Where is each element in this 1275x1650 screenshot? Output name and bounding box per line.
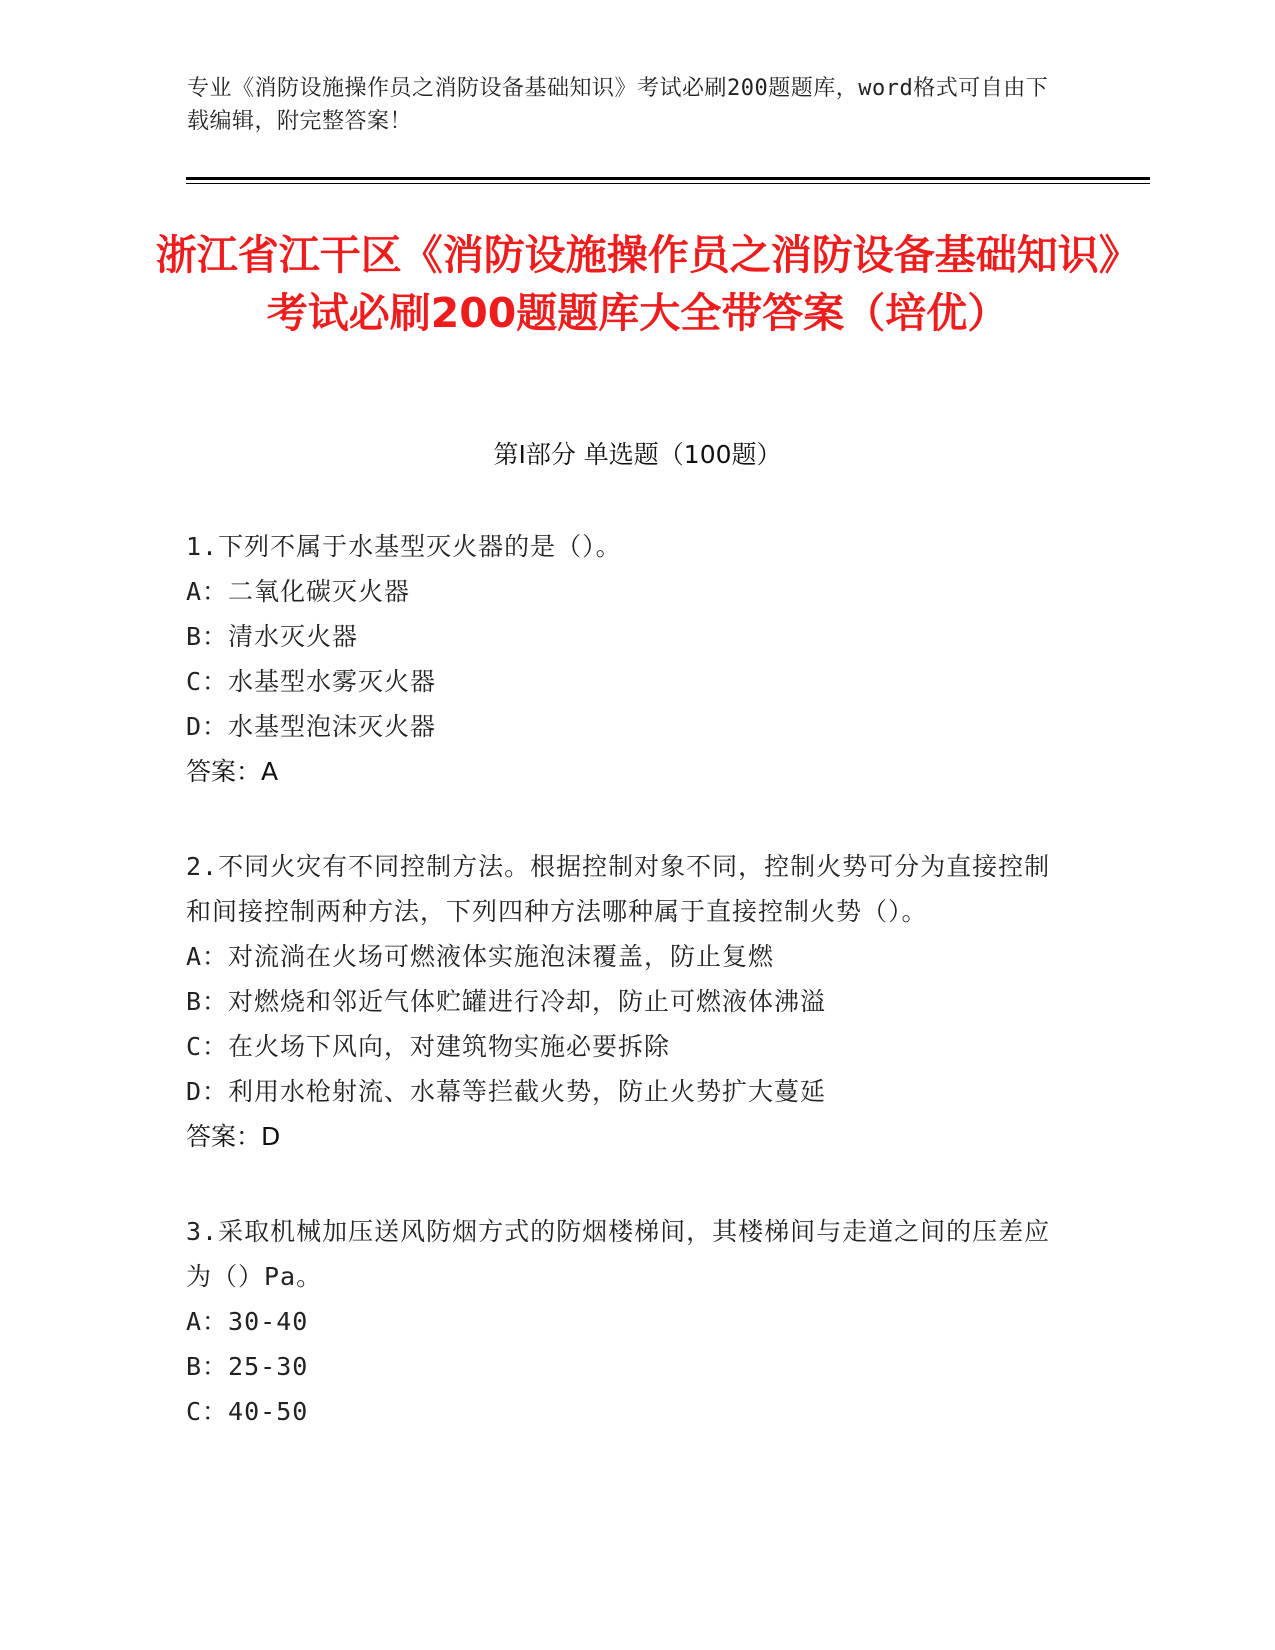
header-rule-thick — [186, 177, 1150, 180]
question-stem: 3.采取机械加压送风防烟方式的防烟楼梯间，其楼梯间与走道之间的压差应为（）Pa。 — [186, 1217, 1051, 1291]
header-rule-thin — [186, 183, 1150, 184]
question-stem: 2.不同火灾有不同控制方法。根据控制对象不同，控制火势可分为直接控制和间接控制两种方法，下列四种方法哪种属于直接控制火势（）。 — [186, 852, 1051, 926]
option-a: A：30-40 — [186, 1307, 309, 1336]
option-a: A：对流淌在火场可燃液体实施泡沫覆盖，防止复燃 — [186, 942, 775, 971]
answer-line: 答案：D — [186, 1122, 281, 1151]
header-note: 专业《消防设施操作员之消防设备基础知识》考试必刷200题题库，word格式可自由下载编辑，附完整答案！ — [187, 76, 1049, 134]
question-3 — [186, 1209, 1066, 1434]
option-c: C：40-50 — [186, 1397, 309, 1426]
question-1 — [186, 524, 1066, 794]
option-b: B：清水灭火器 — [186, 622, 359, 651]
option-c: C：在火场下风向，对建筑物实施必要拆除 — [186, 1032, 671, 1061]
answer-line: 答案：A — [186, 757, 279, 786]
option-b: B：对燃烧和邻近气体贮罐进行冷却，防止可燃液体沸溢 — [186, 987, 827, 1016]
option-b: B：25-30 — [186, 1352, 309, 1381]
question-2 — [186, 844, 1066, 1159]
section-heading: 第I部分 单选题（100题） — [493, 440, 782, 469]
document-title: 浙江省江干区《消防设施操作员之消防设备基础知识》考试必刷200题题库大全带答案（培优） — [155, 231, 1120, 337]
option-a: A：二氧化碳灭火器 — [186, 577, 411, 606]
option-d: D：利用水枪射流、水幕等拦截火势，防止火势扩大蔓延 — [186, 1077, 827, 1106]
option-d: D：水基型泡沫灭火器 — [186, 712, 437, 741]
question-list — [186, 524, 1066, 1484]
question-stem: 1.下列不属于水基型灭火器的是（）。 — [186, 532, 622, 561]
option-c: C：水基型水雾灭火器 — [186, 667, 437, 696]
